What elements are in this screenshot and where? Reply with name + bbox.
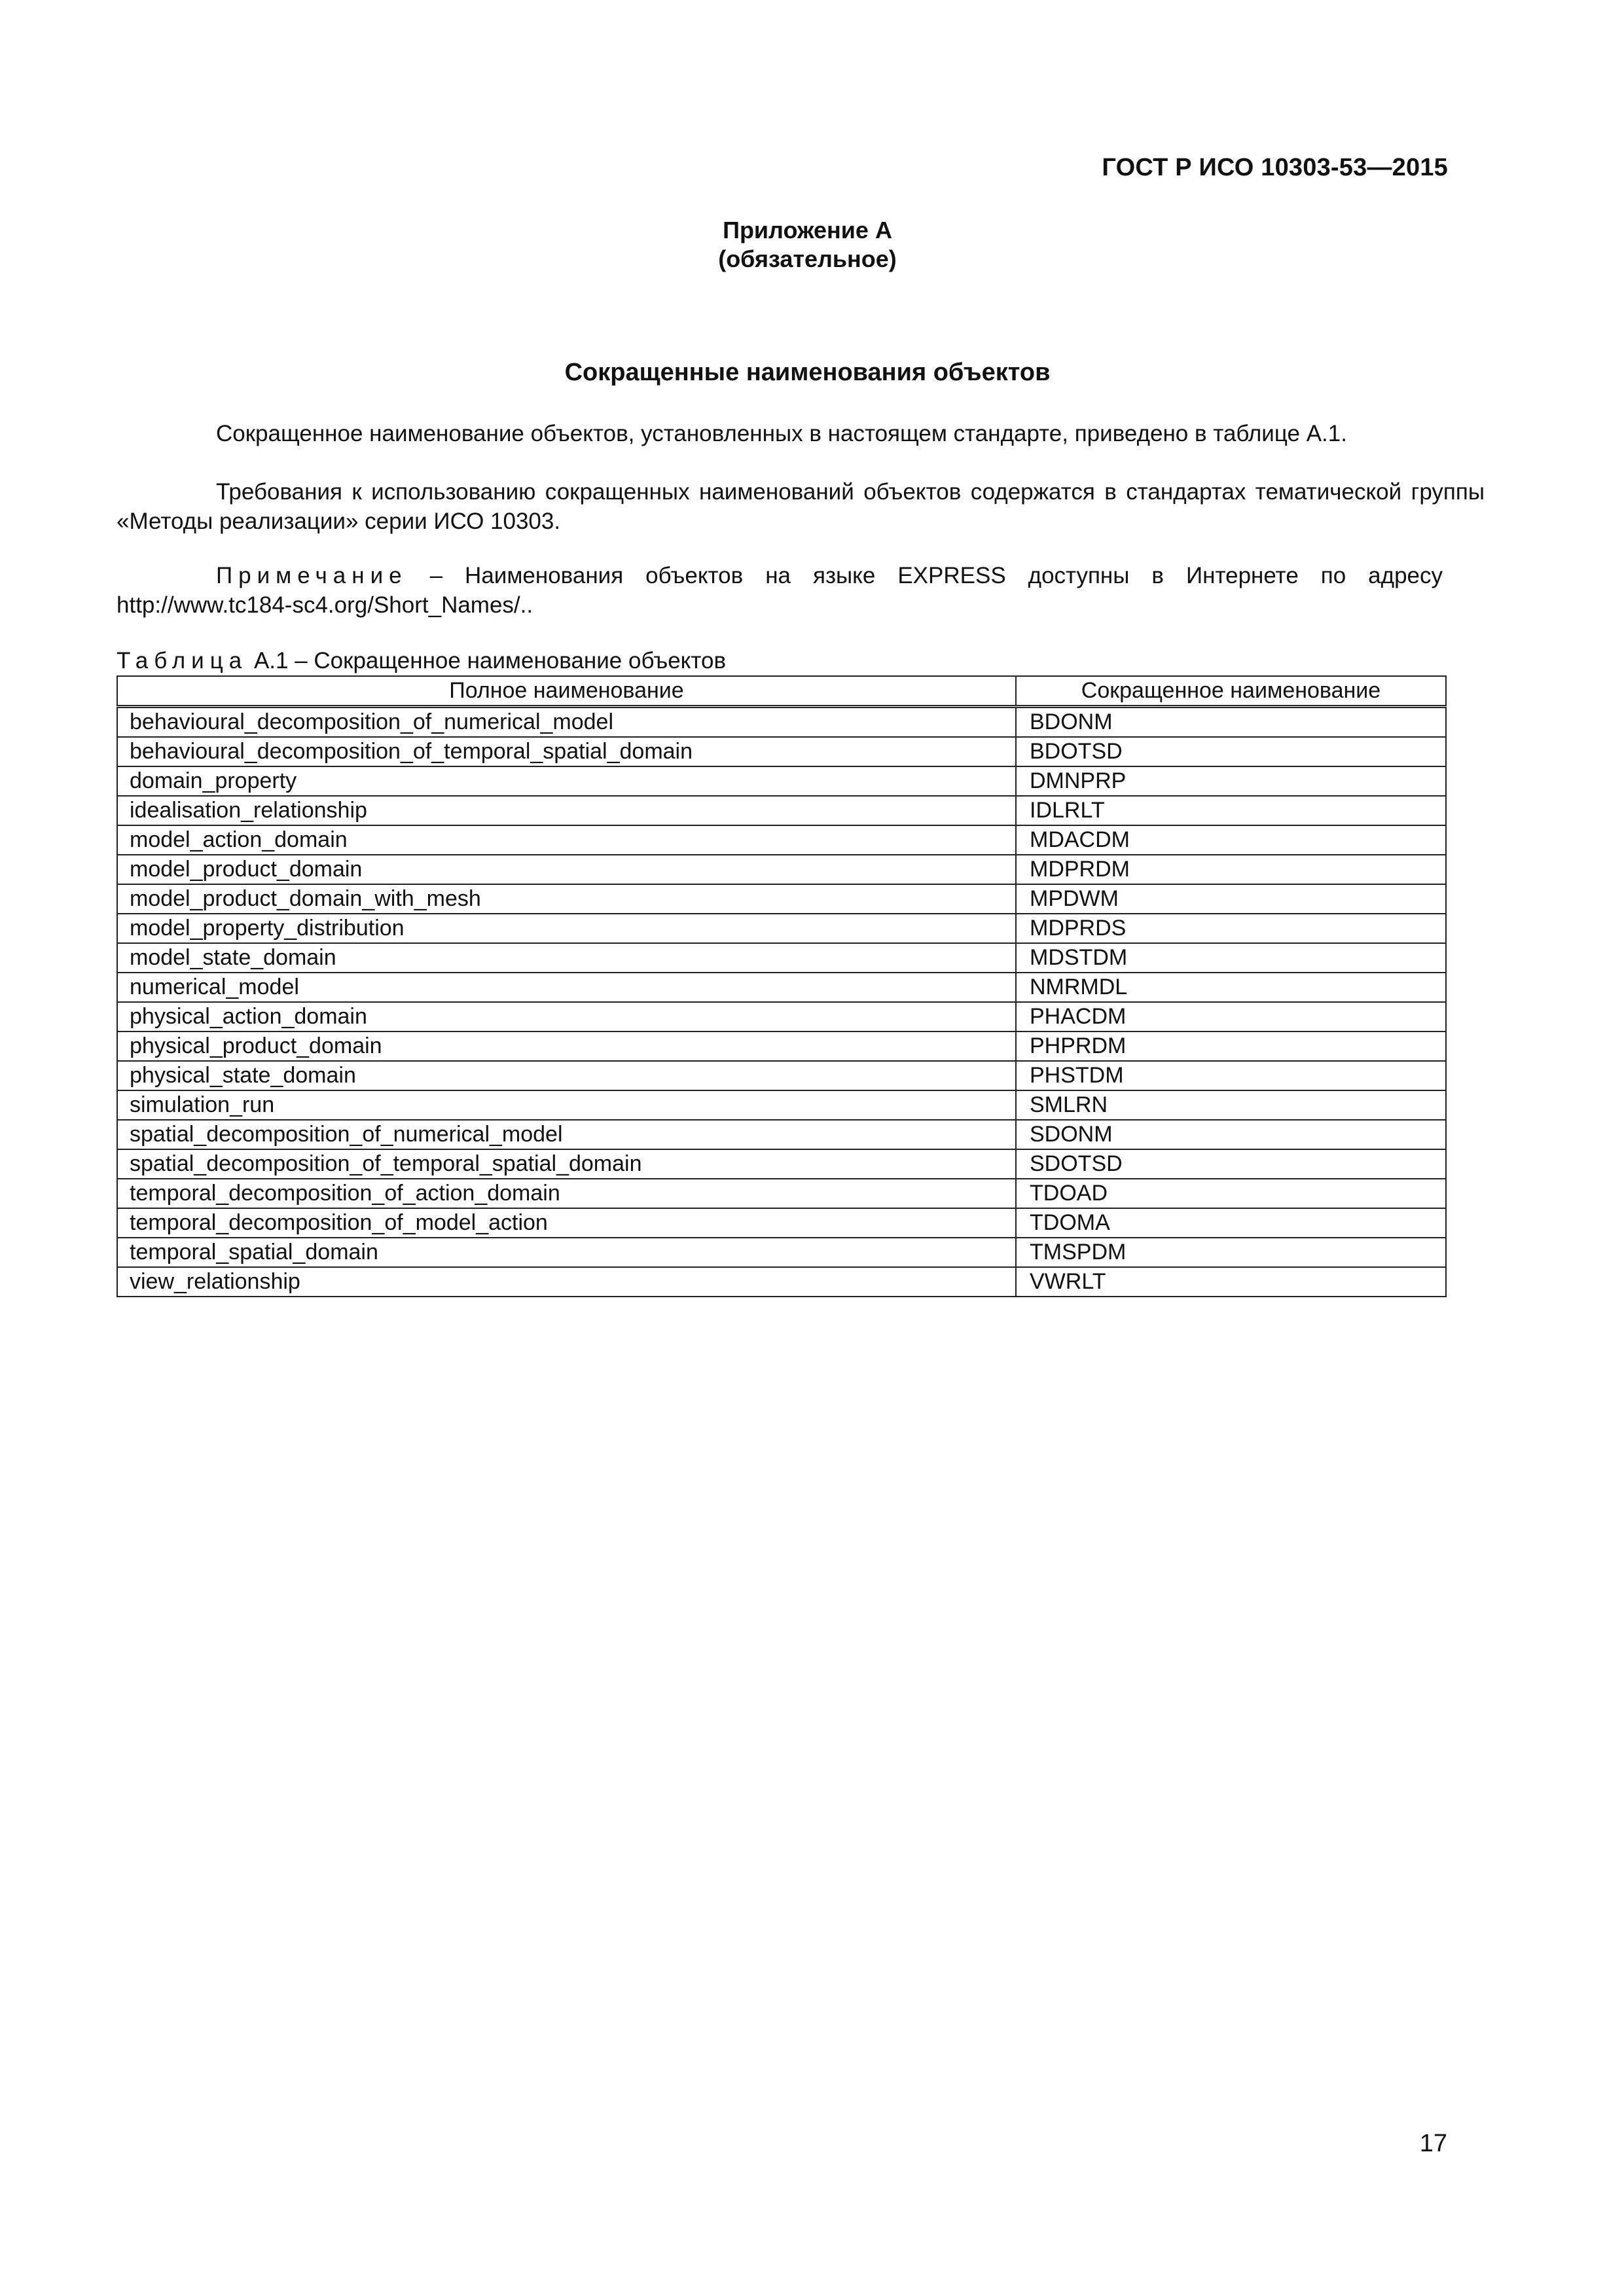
note-label: Примечание <box>216 563 408 588</box>
short-name-cell: MDPRDM <box>1016 855 1446 884</box>
table-row <box>117 855 1446 884</box>
table-caption-text: А.1 – Сокращенное наименование объектов <box>247 648 727 673</box>
document-code: ГОСТ Р ИСО 10303-53—2015 <box>1102 154 1448 181</box>
short-name-cell: SMLRN <box>1016 1090 1446 1120</box>
full-name-cell: numerical_model <box>117 973 1016 1002</box>
table-row <box>117 1061 1446 1090</box>
table-row <box>117 884 1446 914</box>
table-row <box>117 1149 1446 1179</box>
table-row <box>117 707 1446 738</box>
table-row <box>117 1120 1446 1149</box>
full-name-cell: physical_action_domain <box>117 1002 1016 1031</box>
short-name-cell: SDONM <box>1016 1120 1446 1149</box>
table-row <box>117 973 1446 1002</box>
table-row <box>117 1208 1446 1238</box>
short-name-cell: BDONM <box>1016 707 1446 738</box>
table-body <box>117 707 1446 1297</box>
appendix-status: (обязательное) <box>718 245 897 272</box>
full-name-cell: simulation_run <box>117 1090 1016 1120</box>
full-name-cell: temporal_spatial_domain <box>117 1238 1016 1267</box>
paragraph-1: Сокращенное наименование объектов, установленных в настоящем стандарте, приведено в таблице А.1. <box>216 421 1347 446</box>
short-name-cell: PHPRDM <box>1016 1031 1446 1061</box>
header-short-name: Сокращенное наименование <box>1016 676 1446 707</box>
short-name-cell: VWRLT <box>1016 1267 1446 1297</box>
short-name-cell: TDOMA <box>1016 1208 1446 1238</box>
short-name-cell: PHACDM <box>1016 1002 1446 1031</box>
table-row <box>117 825 1446 855</box>
section-title: Сокращенные наименования объектов <box>564 359 1051 386</box>
full-name-cell: temporal_decomposition_of_action_domain <box>117 1179 1016 1208</box>
appendix-title: Приложение А <box>723 217 892 243</box>
short-name-cell: DMNPRP <box>1016 766 1446 796</box>
short-name-cell: MDSTDM <box>1016 943 1446 973</box>
table-header-row <box>117 676 1446 707</box>
full-name-cell: model_product_domain_with_mesh <box>117 884 1016 914</box>
full-name-cell: temporal_decomposition_of_model_action <box>117 1208 1016 1238</box>
short-name-cell: SDOTSD <box>1016 1149 1446 1179</box>
abbreviations-table <box>117 675 1447 1297</box>
short-name-cell: TMSPDM <box>1016 1238 1446 1267</box>
full-name-cell: behavioural_decomposition_of_numerical_model <box>117 707 1016 738</box>
short-name-cell: MDPRDS <box>1016 914 1446 943</box>
short-name-cell: IDLRLT <box>1016 796 1446 825</box>
short-name-cell: MDACDM <box>1016 825 1446 855</box>
table-row <box>117 737 1446 766</box>
short-name-cell: MPDWM <box>1016 884 1446 914</box>
full-name-cell: behavioural_decomposition_of_temporal_spatial_domain <box>117 737 1016 766</box>
page-number: 17 <box>1419 2130 1447 2157</box>
full-name-cell: model_state_domain <box>117 943 1016 973</box>
full-name-cell: view_relationship <box>117 1267 1016 1297</box>
table-row <box>117 1002 1446 1031</box>
paragraph-2: Требования к использованию сокращенных наименований объектов содержатся в стандартах тематической группы «Методы реализации» серии ИСО 10303. <box>117 479 1485 534</box>
table-row <box>117 1090 1446 1120</box>
short-name-cell: NMRMDL <box>1016 973 1446 1002</box>
short-name-cell: BDOTSD <box>1016 737 1446 766</box>
note-text: – Наименования объектов на языке EXPRESS доступны в Интернете по адресу http://www.tc184-sc4.org/Short_Names/.. <box>117 563 1443 618</box>
full-name-cell: physical_state_domain <box>117 1061 1016 1090</box>
short-name-cell: TDOAD <box>1016 1179 1446 1208</box>
full-name-cell: model_property_distribution <box>117 914 1016 943</box>
full-name-cell: spatial_decomposition_of_temporal_spatial_domain <box>117 1149 1016 1179</box>
full-name-cell: model_action_domain <box>117 825 1016 855</box>
full-name-cell: domain_property <box>117 766 1016 796</box>
table-row <box>117 943 1446 973</box>
header-full-name: Полное наименование <box>117 676 1016 707</box>
full-name-cell: model_product_domain <box>117 855 1016 884</box>
table-row <box>117 796 1446 825</box>
short-name-cell: PHSTDM <box>1016 1061 1446 1090</box>
full-name-cell: spatial_decomposition_of_numerical_model <box>117 1120 1016 1149</box>
table-caption-label: Таблица <box>117 648 248 673</box>
table-row <box>117 1267 1446 1297</box>
full-name-cell: physical_product_domain <box>117 1031 1016 1061</box>
table-row <box>117 1238 1446 1267</box>
full-name-cell: idealisation_relationship <box>117 796 1016 825</box>
table-row <box>117 1031 1446 1061</box>
table-row <box>117 1179 1446 1208</box>
note <box>117 561 1443 620</box>
appendix-heading <box>0 216 1619 274</box>
table-row <box>117 766 1446 796</box>
table-row <box>117 914 1446 943</box>
table-caption <box>117 648 726 674</box>
